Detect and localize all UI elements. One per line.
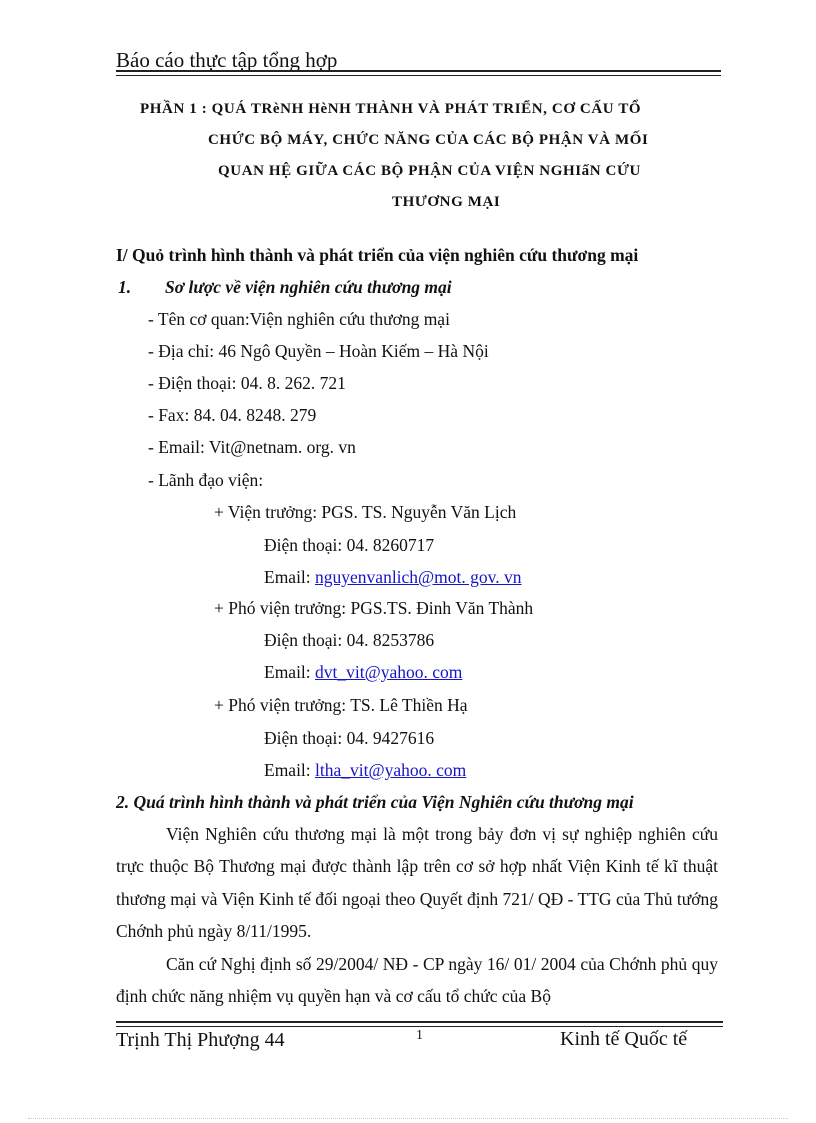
leader-1-phone: Điện thoại: 04. 8260717 — [264, 535, 435, 555]
email-label: Email: — [264, 567, 316, 587]
part-title — [120, 94, 720, 218]
part-title-line-4: THƯƠNG MẠI — [392, 194, 501, 210]
leader-3-email-line — [264, 760, 466, 781]
paragraph-2-text: Căn cứ Nghị định số 29/2004/ NĐ - CP ngày 16/ 01/ 2004 của Chớnh phủ quy định chức năng nhiệm vụ quyền hạn và cơ cấu tổ chức của Bộ — [116, 954, 718, 1007]
info-leadership: - Lãnh đạo viện: — [148, 470, 264, 490]
paragraph-1 — [116, 818, 718, 947]
info-email: - Email: Vit@netnam. org. vn — [148, 437, 356, 457]
footer-rule-thin — [116, 1026, 723, 1027]
section-heading: I/ Quỏ trình hình thành và phát triển của viện nghiên cứu thương mại — [116, 245, 639, 265]
header-rule-thin — [116, 75, 721, 76]
page-header: Báo cáo thực tập tổng hợp — [116, 48, 338, 72]
info-name: - Tên cơ quan:Viện nghiên cứu thương mại — [148, 309, 450, 329]
footer-page-number: 1 — [416, 1028, 423, 1043]
part-title-line-1: PHẦN 1 : QUÁ TRèNH HèNH THÀNH VÀ PHÁT TRIỂN, CƠ CẤU TỔ — [140, 101, 642, 117]
leader-2-email-link[interactable]: dvt_vit@yahoo. com — [315, 662, 463, 682]
leader-1-email-link[interactable]: nguyenvanlich@mot. gov. vn — [315, 567, 522, 587]
info-fax: - Fax: 84. 04. 8248. 279 — [148, 405, 317, 425]
paragraph-1-text: Viện Nghiên cứu thương mại là một trong bảy đơn vị sự nghiệp nghiên cứu trực thuộc Bộ Thương mại được thành lập trên cơ sở hợp nhất Viện Kinh tế kĩ thuật thương mại và Viện Kinh tế đối ngoại theo Quyết định 721/ QĐ - TTG của Thủ tướng Chớnh phủ ngày 8/11/1995. — [116, 824, 718, 941]
leader-3-email-link[interactable]: ltha_vit@yahoo. com — [315, 760, 467, 780]
leader-2-email-line — [264, 662, 462, 683]
email-label: Email: — [264, 662, 316, 682]
subsection-2-title: 2. Quá trình hình thành và phát triển của Viện Nghiên cứu thương mại — [116, 792, 634, 812]
leader-3-phone: Điện thoại: 04. 9427616 — [264, 728, 435, 748]
info-phone: - Điện thoại: 04. 8. 262. 721 — [148, 373, 346, 393]
leader-3-role: + Phó viện trưởng: TS. Lê Thiền Hạ — [214, 695, 468, 715]
page-bottom-dotted-divider — [28, 1118, 788, 1119]
part-title-line-3: QUAN HỆ GIỮA CÁC BỘ PHẬN CỦA VIỆN NGHIấN CỨU — [218, 163, 641, 179]
part-title-line-2: CHỨC BỘ MÁY, CHỨC NĂNG CỦA CÁC BỘ PHẬN VÀ MỐI — [208, 132, 649, 148]
subsection-1-title: Sơ lược về viện nghiên cứu thương mại — [165, 277, 452, 297]
footer-rule-thick — [116, 1021, 723, 1023]
paragraph-2 — [116, 948, 718, 1013]
subsection-1-number: 1. — [118, 277, 132, 297]
footer-author: Trịnh Thị Phượng 44 — [116, 1029, 285, 1051]
info-address: - Địa chỉ: 46 Ngô Quyền – Hoàn Kiếm – Hà Nội — [148, 341, 489, 361]
footer-department: Kinh tế Quốc tế — [560, 1028, 688, 1050]
header-rule-thick — [116, 70, 721, 72]
leader-2-role: + Phó viện trưởng: PGS.TS. Đinh Văn Thành — [214, 598, 534, 618]
leader-2-phone: Điện thoại: 04. 8253786 — [264, 630, 435, 650]
leader-1-email-line — [264, 567, 522, 588]
email-label: Email: — [264, 760, 316, 780]
leader-1-role: + Viện trưởng: PGS. TS. Nguyễn Văn Lịch — [214, 502, 517, 522]
